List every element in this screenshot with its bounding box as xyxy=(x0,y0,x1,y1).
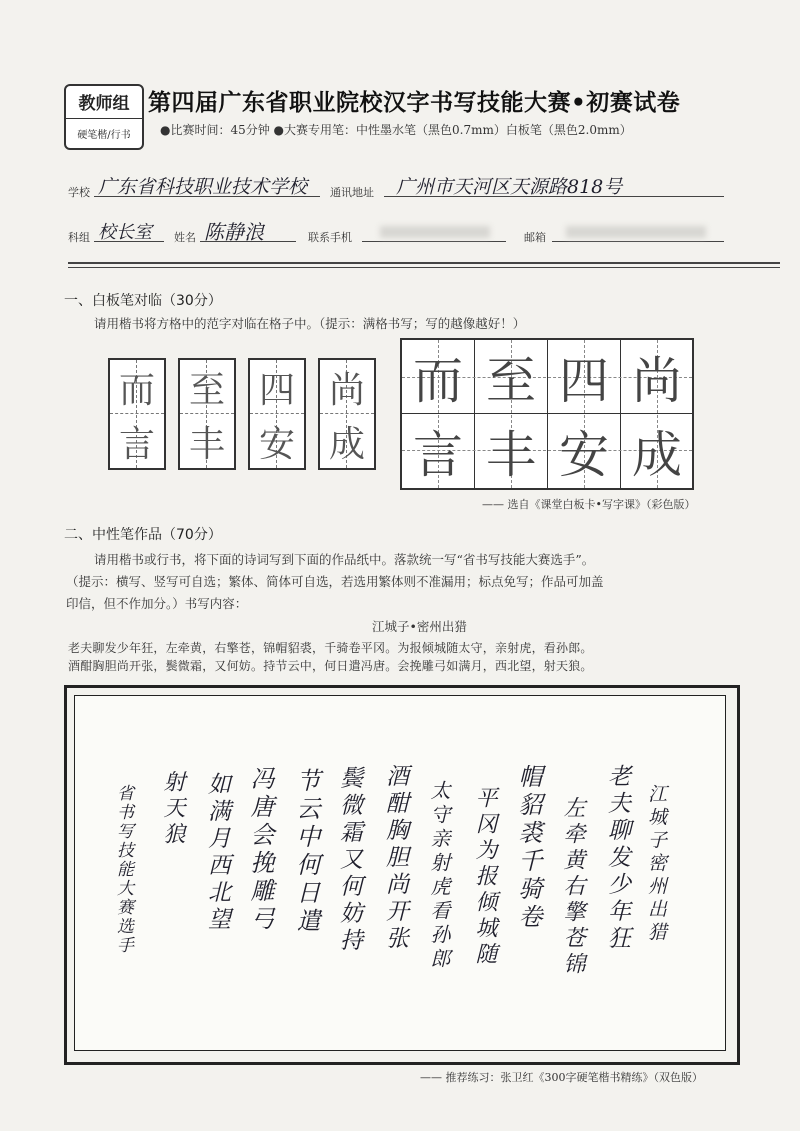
model-char: 尚 xyxy=(632,352,682,410)
model-char: 四 xyxy=(559,352,609,410)
phone-label: 联系手机 xyxy=(308,231,352,244)
section2-instruction-3: 印信，但不作加分。）书写内容： xyxy=(66,596,248,611)
header-divider xyxy=(68,262,780,264)
phone-redacted[interactable] xyxy=(380,226,490,238)
practice-box-3[interactable] xyxy=(248,358,306,470)
practice-box-1[interactable] xyxy=(108,358,166,470)
name-label: 姓名 xyxy=(174,231,196,244)
school-label: 学校 xyxy=(68,186,90,199)
section2-heading: 二、中性笔作品（70分） xyxy=(64,527,222,543)
practice-char: 尚 xyxy=(328,369,365,411)
practice-box-2[interactable] xyxy=(178,358,236,470)
handwritten-column: 左牵黄右擎苍锦 xyxy=(560,796,585,978)
practice-char: 丰 xyxy=(188,423,225,465)
handwritten-column: 节云中何日遣 xyxy=(292,768,320,936)
handwritten-column: 太守亲射虎看孙郎 xyxy=(427,780,451,972)
section1-heading: 一、白板笔对临（30分） xyxy=(64,293,222,309)
handwritten-column: 帽貂裘千骑卷 xyxy=(514,764,542,932)
model-char: 成 xyxy=(632,426,682,484)
page-title: 第四届广东省职业院校汉字书写技能大赛•初赛试卷 xyxy=(148,90,681,116)
poem-line: 老夫聊发少年狂，左牵黄，右擎苍，锦帽貂裘，千骑卷平冈。为报倾城随太守，亲射虎，看孙郎。 xyxy=(68,641,593,655)
subject-field[interactable]: 校长室 xyxy=(98,222,152,243)
badge-group-label: 教师组 xyxy=(78,93,130,114)
practice-char: 四 xyxy=(258,369,295,411)
header-divider-thin xyxy=(68,267,780,268)
poem-title: 江城子•密州出猎 xyxy=(372,619,467,634)
handwritten-column: 如满月西北望 xyxy=(204,772,230,934)
model-char: 丰 xyxy=(486,426,536,484)
handwritten-column: 射天狼 xyxy=(160,770,185,848)
school-field[interactable]: 广东省科技职业技术学校 xyxy=(98,176,308,198)
practice-char: 言 xyxy=(118,423,155,465)
handwritten-column: 鬓微霜又何妨持 xyxy=(336,766,362,955)
model-char-grid xyxy=(400,338,694,490)
section1-credit: —— 选自《课堂白板卡•写字课》（彩色版） xyxy=(482,498,696,511)
practice-char: 至 xyxy=(188,369,225,411)
subject-label: 科组 xyxy=(68,231,90,244)
name-field[interactable]: 陈静浪 xyxy=(204,220,264,244)
section2-instruction-1: 请用楷书或行书，将下面的诗词写到下面的作品纸中。落款统一写“省书写技能大赛选手”。 xyxy=(94,552,595,567)
address-label: 通讯地址 xyxy=(330,186,374,199)
handwritten-column: 江城子密州出猎 xyxy=(645,784,667,945)
work-paper[interactable] xyxy=(74,695,726,1051)
model-char: 安 xyxy=(559,426,609,484)
section1-instruction: 请用楷书将方格中的范字对临在格子中。（提示：满格书写；写的越像越好！） xyxy=(94,316,526,331)
handwritten-column: 冯唐会挽雕弓 xyxy=(246,766,274,934)
group-badge xyxy=(64,84,144,150)
email-label: 邮箱 xyxy=(524,231,546,244)
model-char: 至 xyxy=(486,352,536,410)
email-underline xyxy=(552,241,724,242)
handwritten-column: 酒酣胸胆尚开张 xyxy=(382,764,408,953)
badge-style-label: 硬笔楷/行书 xyxy=(66,118,142,147)
email-redacted[interactable] xyxy=(566,226,706,238)
model-char: 言 xyxy=(413,426,463,484)
handwritten-column: 平冈为报倾城随 xyxy=(472,786,497,968)
practice-char: 而 xyxy=(118,369,155,411)
practice-char: 成 xyxy=(328,423,365,465)
practice-box-4[interactable] xyxy=(318,358,376,470)
section2-instruction-2: （提示：横写、竖写可自选；繁体、简体可自选，若选用繁体则不准漏用；标点免写；作品可加盖 xyxy=(66,574,604,589)
handwritten-column: 老夫聊发少年狂 xyxy=(604,764,630,953)
signature-column: 省书写技能大赛选手 xyxy=(113,784,133,955)
poem-line: 酒酣胸胆尚开张，鬓微霜，又何妨。持节云中，何日遣冯唐。会挽雕弓如满月，西北望，射天狼。 xyxy=(68,659,593,673)
phone-underline xyxy=(362,241,506,242)
exam-info: ●比赛时间：45分钟 ●大赛专用笔：中性墨水笔（黑色0.7mm）白板笔（黑色2.0mm） xyxy=(160,123,632,137)
address-field[interactable]: 广州市天河区天源路818号 xyxy=(396,176,623,198)
practice-char: 安 xyxy=(258,423,295,465)
model-char: 而 xyxy=(413,352,463,410)
footer-credit: —— 推荐练习：张卫红《300字硬笔楷书精练》（双色版） xyxy=(420,1071,703,1084)
